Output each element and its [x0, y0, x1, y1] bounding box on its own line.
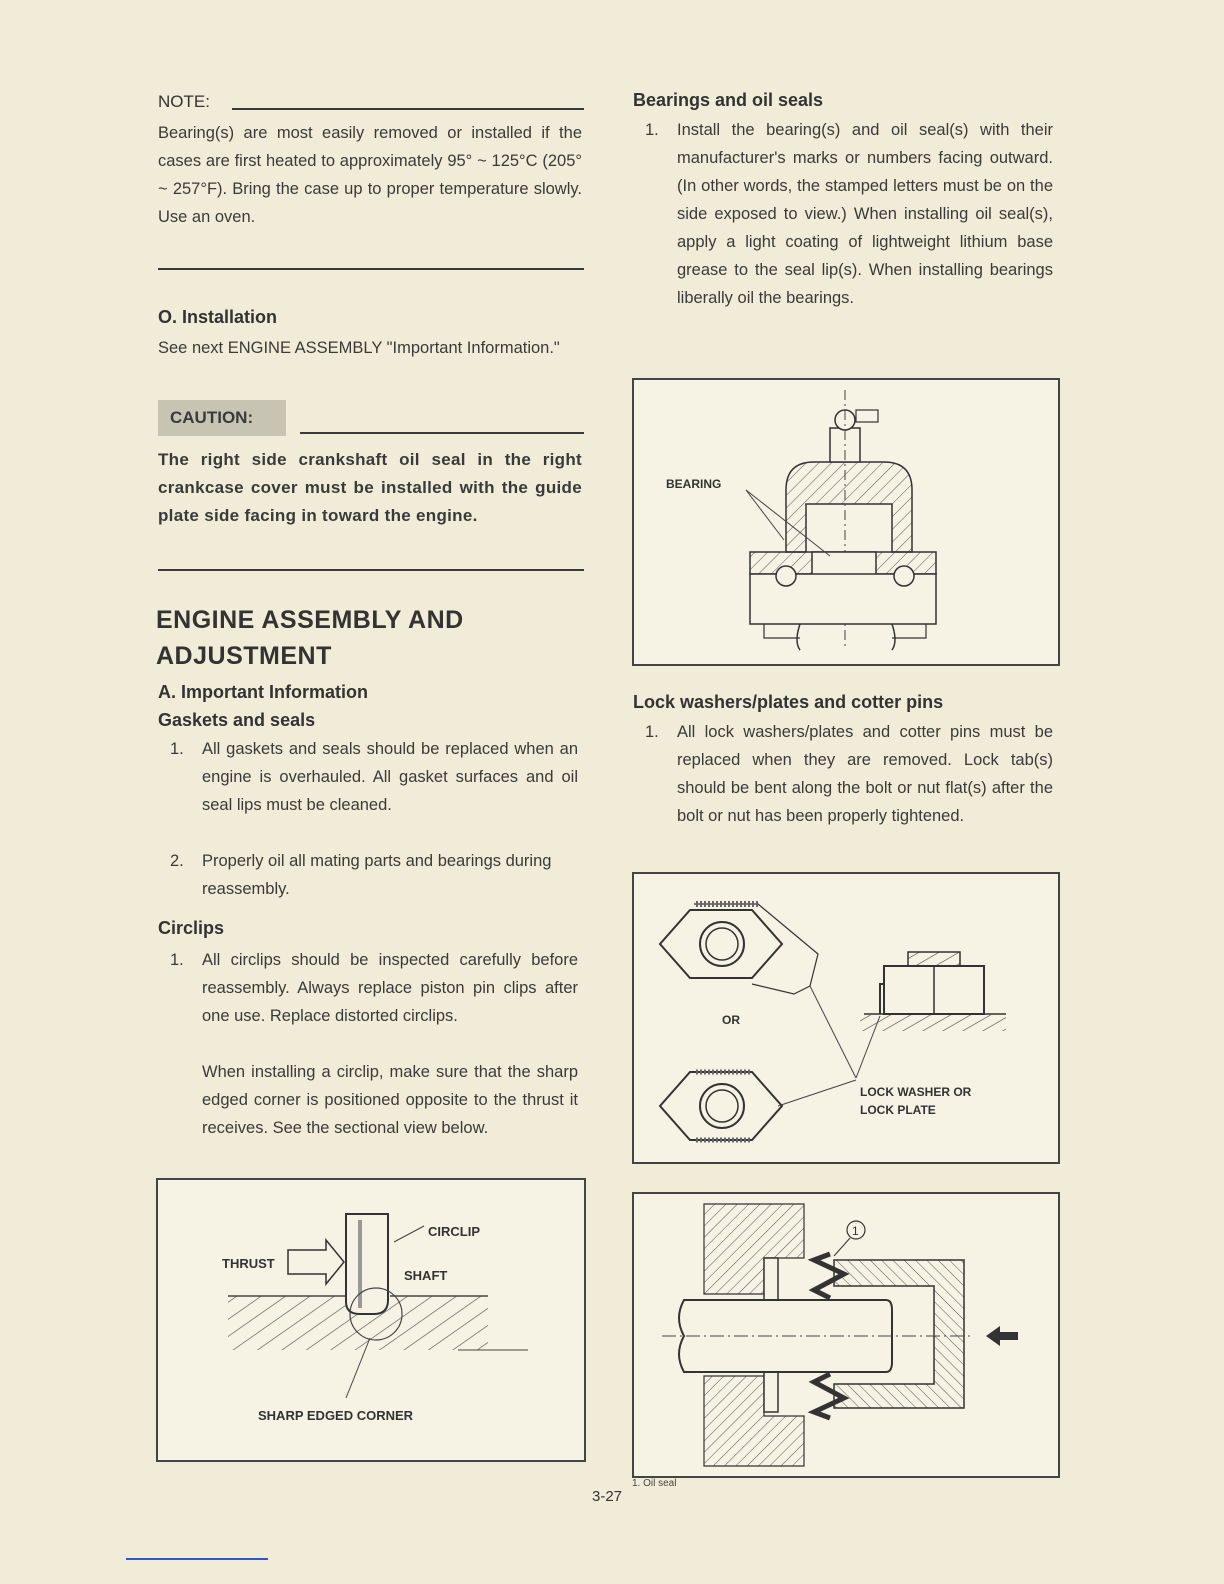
circlips-item-text: All circlips should be inspected carefully before reassembly. Always replace piston pin clips after one use. Replace distorted circlips.	[202, 951, 578, 1025]
lock-item-num: 1.	[645, 723, 659, 741]
bearings-heading: Bearings and oil seals	[633, 90, 824, 110]
section-title-line2: ADJUSTMENT	[156, 642, 332, 670]
bearings-item-num: 1.	[645, 121, 659, 139]
thrust-arrow	[288, 1240, 344, 1284]
lock-washer-label-2: LOCK PLATE	[860, 1103, 936, 1117]
circlip-shape	[346, 1214, 388, 1314]
circlip-label: CIRCLIP	[428, 1224, 480, 1239]
bearing-diagram	[634, 380, 1058, 664]
caution-label: CAUTION:	[170, 408, 254, 427]
page-number: 3-27	[592, 1488, 623, 1505]
gaskets-item-1-text: All gaskets and seals should be replaced when an engine is overhauled. All gasket surfaces and oil seal lips must be cleaned.	[202, 740, 578, 814]
circlip-diagram	[158, 1180, 584, 1460]
circlip-figure	[156, 1178, 586, 1462]
callout-1-text: 1	[852, 1224, 859, 1238]
oil-seal-lower	[814, 1374, 844, 1418]
lock-item-text: All lock washers/plates and cotter pins must be replaced when they are removed. Lock tab(s) should be bent along the bolt or nut flat(s) after the bolt or nut has been properly tightened.	[677, 723, 1053, 825]
gaskets-item-2-num: 2.	[170, 852, 184, 870]
sharp-edged-corner-label: SHARP EDGED CORNER	[258, 1408, 414, 1423]
caution-text: The right side crankshaft oil seal in the right crankcase cover must be installed with the guide plate side facing in toward the engine.	[158, 450, 582, 525]
caution-divider	[158, 569, 584, 571]
circlips-item-num: 1.	[170, 951, 184, 969]
caution-underline	[300, 432, 584, 434]
circlips-item-text-2: When installing a circlip, make sure that the sharp edged corner is positioned opposite to the thrust it receives. See the sectional view below.	[202, 1063, 578, 1137]
gaskets-heading: Gaskets and seals	[158, 710, 316, 730]
footer-link-underline	[126, 1558, 268, 1560]
case-upper	[704, 1204, 804, 1294]
lock-washer-figure	[632, 872, 1060, 1164]
note-label: NOTE:	[158, 92, 210, 111]
bearing-ball-left	[776, 566, 796, 586]
note-underline	[232, 108, 584, 110]
nut-bottom	[660, 1072, 782, 1140]
thrust-label: THRUST	[222, 1256, 275, 1271]
important-heading: A. Important Information	[158, 682, 368, 702]
note-text: Bearing(s) are most easily removed or installed if the cases are first heated to approximately 95° ~ 125°C (205° ~ 257°F). Bring the case up to proper temperature slowly. Use an oven.	[158, 124, 582, 226]
bearing-ball-right	[894, 566, 914, 586]
circlips-heading: Circlips	[158, 918, 225, 938]
lock-washer-label-1: LOCK WASHER OR	[860, 1085, 972, 1099]
gaskets-item-1-num: 1.	[170, 740, 184, 758]
or-label: OR	[722, 1013, 740, 1027]
press-direction-arrow	[986, 1326, 1018, 1346]
shaft-label: SHAFT	[404, 1268, 448, 1283]
bearings-item-text: Install the bearing(s) and oil seal(s) with their manufacturer's marks or numbers facing outward. (In other words, the stamped letters must be on the side exposed to view.) When installing oil seal(s), apply a light coating of lightweight lithium base grease to the seal lip(s). When installing bearings liberally oil the bearings.	[677, 121, 1053, 307]
lock-washer-diagram	[634, 874, 1058, 1162]
caution-badge	[158, 400, 286, 436]
gaskets-item-2-text: Properly oil all mating parts and bearings during reassembly.	[202, 852, 552, 898]
oil-seal-caption: 1. Oil seal	[632, 1478, 677, 1489]
section-title-line1: ENGINE ASSEMBLY AND	[156, 606, 464, 634]
bearing-figure	[632, 378, 1060, 666]
section-title	[156, 602, 464, 674]
bearing-label: BEARING	[666, 477, 722, 491]
note-divider	[158, 268, 584, 270]
oil-seal-figure	[632, 1192, 1060, 1478]
installation-text: See next ENGINE ASSEMBLY "Important Information."	[158, 339, 560, 357]
lock-heading: Lock washers/plates and cotter pins	[633, 692, 944, 712]
nut-top	[660, 910, 782, 978]
installation-heading: O. Installation	[158, 307, 278, 327]
oil-seal-diagram	[634, 1194, 1058, 1476]
puller-body	[786, 462, 912, 552]
case-lower	[704, 1376, 804, 1466]
base-hatch	[860, 1015, 1006, 1031]
